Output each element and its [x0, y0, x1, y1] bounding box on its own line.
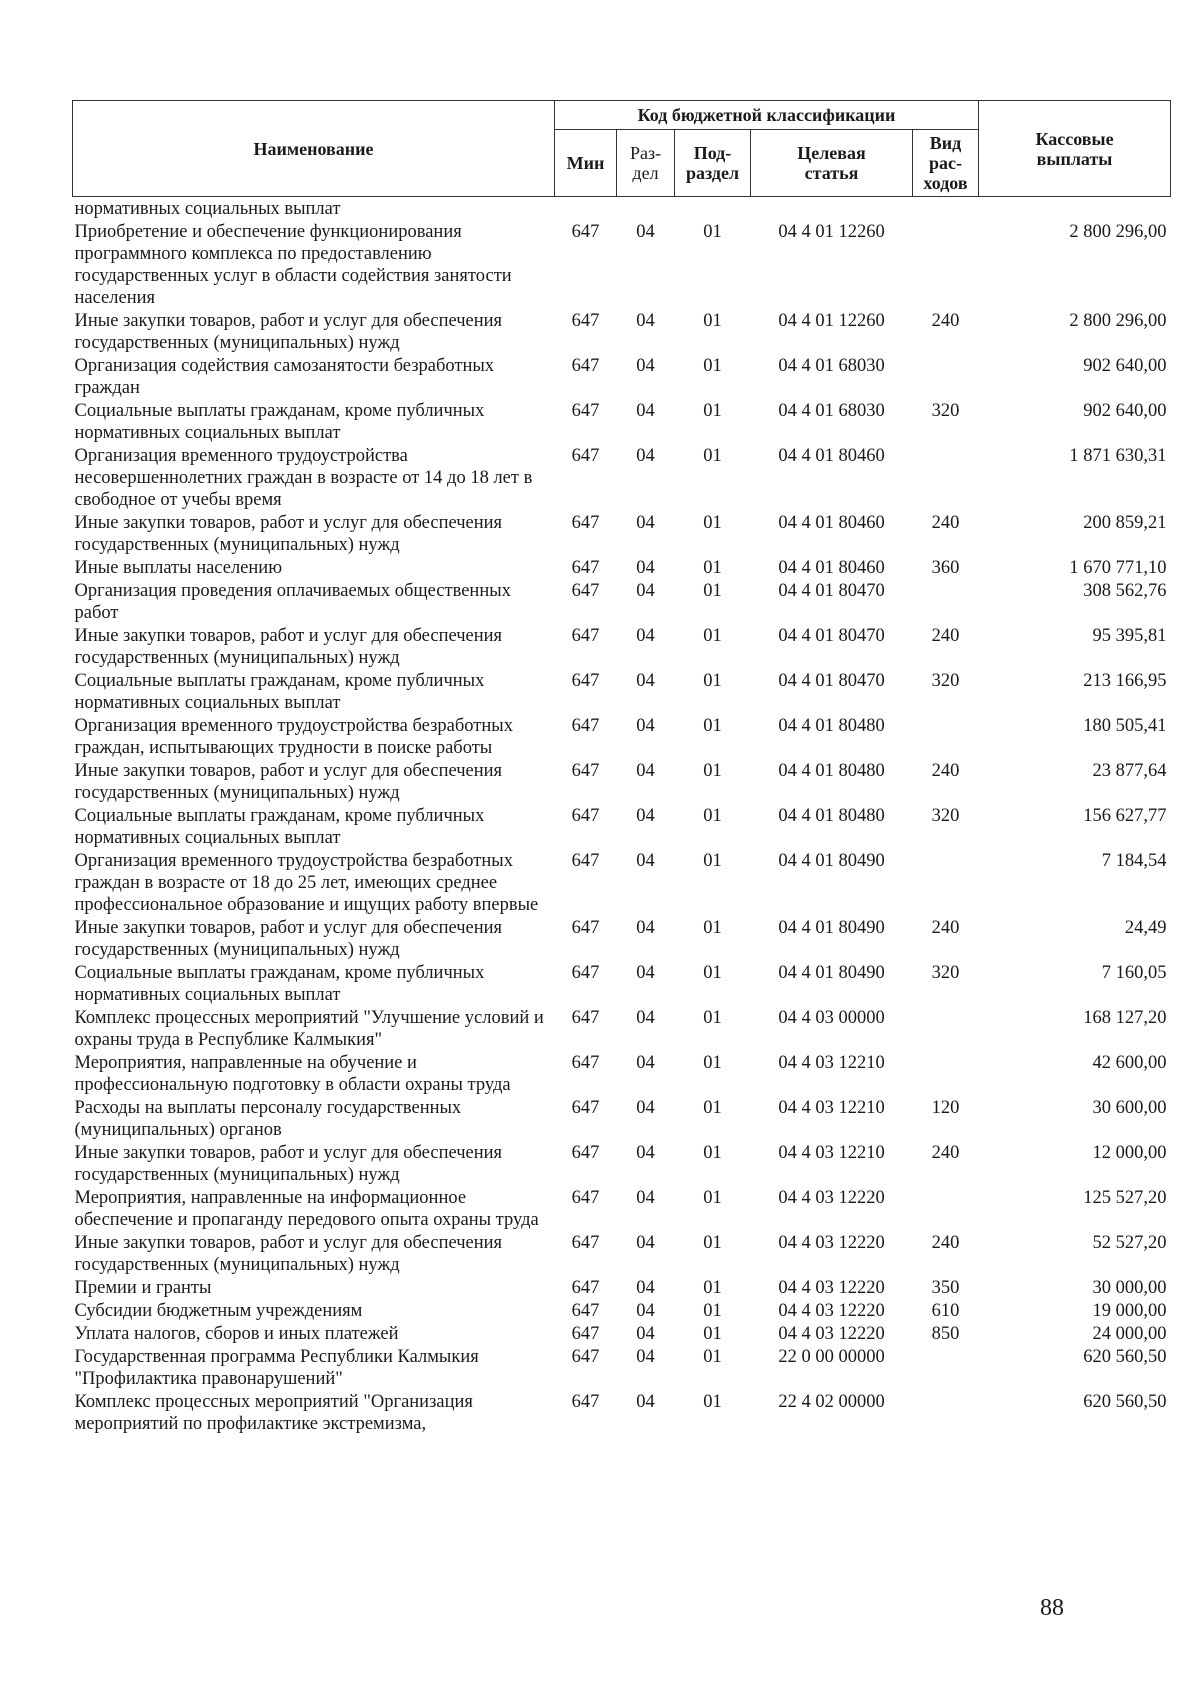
- row-amount: 620 560,50: [1083, 1392, 1167, 1412]
- table-row: [73, 197, 1171, 221]
- document-page: [72, 100, 1170, 1435]
- row-name: Организация временного трудоустройства безработных граждан, испытывающих трудности в поиске работы: [74, 716, 513, 758]
- row-amount: 1 670 771,10: [1069, 558, 1167, 578]
- table-row: [73, 1141, 1171, 1186]
- row-amount: 902 640,00: [1083, 356, 1167, 376]
- row-podrazdel: [675, 197, 751, 221]
- row-min: 647: [571, 401, 600, 421]
- row-name: Мероприятия, направленные на обучение и профессиональную подготовку в области охраны труда: [74, 1053, 511, 1095]
- row-podrazdel: 01: [703, 963, 722, 983]
- table-row: [73, 1322, 1171, 1345]
- row-min: 647: [571, 558, 600, 578]
- row-min: 647: [571, 1392, 600, 1412]
- row-expense-type: 320: [931, 671, 960, 691]
- page-number: 88: [1040, 1595, 1064, 1621]
- row-razdel: 04: [636, 558, 655, 578]
- row-expense-type: 120: [931, 1098, 960, 1118]
- row-target-code: 04 4 03 12220: [778, 1188, 885, 1208]
- row-podrazdel: 01: [703, 806, 722, 826]
- row-min: [555, 197, 617, 221]
- row-name: Организация содействия самозанятости безработных граждан: [74, 356, 495, 398]
- header-budget-code: Код бюджетной классификации: [555, 101, 979, 130]
- row-expense-type: 320: [931, 401, 960, 421]
- header-vid: Вид рас- ходов: [913, 130, 979, 197]
- row-amount: [979, 197, 1171, 221]
- row-amount: 1 871 630,31: [1069, 446, 1167, 466]
- row-min: 647: [571, 1053, 600, 1073]
- row-razdel: 04: [636, 1324, 655, 1344]
- row-razdel: 04: [636, 356, 655, 376]
- row-expense-type: [913, 714, 979, 759]
- row-expense-type: [913, 1051, 979, 1096]
- row-razdel: 04: [636, 1098, 655, 1118]
- table-row: [73, 1096, 1171, 1141]
- row-podrazdel: 01: [703, 626, 722, 646]
- header-name: Наименование: [73, 101, 555, 197]
- row-target-code: 04 4 01 80480: [778, 716, 885, 736]
- row-target-code: [751, 197, 913, 221]
- table-row: [73, 220, 1171, 309]
- table-row: [73, 849, 1171, 916]
- row-expense-type: [913, 579, 979, 624]
- row-name: Организация проведения оплачиваемых общественных работ: [74, 581, 511, 623]
- row-expense-type: 320: [931, 963, 960, 983]
- row-min: 647: [571, 446, 600, 466]
- row-name: Комплекс процессных мероприятий "Улучшение условий и охраны труда в Республике Калмыкия": [74, 1008, 544, 1050]
- row-podrazdel: 01: [703, 1233, 722, 1253]
- row-amount: 620 560,50: [1083, 1347, 1167, 1367]
- row-razdel: 04: [636, 1392, 655, 1412]
- row-target-code: 04 4 03 12220: [778, 1301, 885, 1321]
- row-amount: 902 640,00: [1083, 401, 1167, 421]
- table-row: [73, 804, 1171, 849]
- row-target-code: 04 4 03 12220: [778, 1233, 885, 1253]
- row-min: 647: [571, 1143, 600, 1163]
- row-amount: 52 527,20: [1092, 1233, 1167, 1253]
- row-razdel: 04: [636, 222, 655, 242]
- row-amount: 23 877,64: [1092, 761, 1167, 781]
- row-min: 647: [571, 918, 600, 938]
- table-row: [73, 579, 1171, 624]
- table-row: [73, 399, 1171, 444]
- row-razdel: 04: [636, 446, 655, 466]
- row-target-code: 04 4 03 12210: [778, 1143, 885, 1163]
- row-expense-type: [913, 1390, 979, 1435]
- row-min: 647: [571, 761, 600, 781]
- header-podrazdel: Под- раздел: [675, 130, 751, 197]
- row-target-code: 04 4 01 80470: [778, 671, 885, 691]
- row-razdel: [617, 197, 675, 221]
- row-amount: 30 600,00: [1092, 1098, 1167, 1118]
- table-row: [73, 556, 1171, 579]
- row-expense-type: 850: [931, 1324, 960, 1344]
- row-name: Расходы на выплаты персоналу государственных (муниципальных) органов: [74, 1098, 462, 1140]
- row-podrazdel: 01: [703, 581, 722, 601]
- row-podrazdel: 01: [703, 356, 722, 376]
- row-target-code: 04 4 03 12220: [778, 1278, 885, 1298]
- row-expense-type: 240: [931, 311, 960, 331]
- row-podrazdel: 01: [703, 851, 722, 871]
- row-target-code: 04 4 01 80460: [778, 513, 885, 533]
- row-amount: 19 000,00: [1092, 1301, 1167, 1321]
- row-podrazdel: 01: [703, 671, 722, 691]
- row-expense-type: 240: [931, 1143, 960, 1163]
- row-razdel: 04: [636, 1347, 655, 1367]
- table-row: [73, 1186, 1171, 1231]
- row-razdel: 04: [636, 716, 655, 736]
- row-name: Субсидии бюджетным учреждениям: [74, 1301, 363, 1321]
- table-body: [73, 197, 1171, 1436]
- row-expense-type: [913, 1006, 979, 1051]
- row-amount: 2 800 296,00: [1069, 311, 1167, 331]
- row-expense-type: 320: [931, 806, 960, 826]
- row-amount: 180 505,41: [1083, 716, 1167, 736]
- row-podrazdel: 01: [703, 918, 722, 938]
- row-expense-type: 240: [931, 761, 960, 781]
- row-razdel: 04: [636, 626, 655, 646]
- row-min: 647: [571, 1278, 600, 1298]
- table-row: [73, 759, 1171, 804]
- row-expense-type: 240: [931, 918, 960, 938]
- table-row: [73, 1231, 1171, 1276]
- header-razdel: Раз- дел: [617, 130, 675, 197]
- row-target-code: 04 4 03 12220: [778, 1324, 885, 1344]
- row-razdel: 04: [636, 1278, 655, 1298]
- row-name: Мероприятия, направленные на информационное обеспечение и пропаганду передового опыта охраны труда: [74, 1188, 539, 1230]
- row-min: 647: [571, 356, 600, 376]
- row-podrazdel: 01: [703, 1143, 722, 1163]
- header-payments: Кассовые выплаты: [979, 101, 1171, 197]
- row-amount: 30 000,00: [1092, 1278, 1167, 1298]
- row-target-code: 04 4 01 80490: [778, 963, 885, 983]
- row-amount: 125 527,20: [1083, 1188, 1167, 1208]
- row-podrazdel: 01: [703, 1188, 722, 1208]
- row-min: 647: [571, 1301, 600, 1321]
- row-name: Иные закупки товаров, работ и услуг для обеспечения государственных (муниципальных) нужд: [74, 513, 503, 555]
- row-name: Премии и гранты: [74, 1278, 212, 1298]
- row-podrazdel: 01: [703, 558, 722, 578]
- row-target-code: 22 4 02 00000: [778, 1392, 885, 1412]
- row-podrazdel: 01: [703, 1008, 722, 1028]
- row-min: 647: [571, 581, 600, 601]
- table-row: [73, 714, 1171, 759]
- row-name: Комплекс процессных мероприятий "Организация мероприятий по профилактике экстремизма,: [74, 1392, 473, 1434]
- row-amount: 168 127,20: [1083, 1008, 1167, 1028]
- row-expense-type: 350: [931, 1278, 960, 1298]
- row-podrazdel: 01: [703, 401, 722, 421]
- row-min: 647: [571, 1324, 600, 1344]
- row-min: 647: [571, 806, 600, 826]
- row-target-code: 04 4 01 80470: [778, 626, 885, 646]
- table-row: [73, 1006, 1171, 1051]
- row-name: Иные закупки товаров, работ и услуг для обеспечения государственных (муниципальных) нужд: [74, 761, 503, 803]
- row-podrazdel: 01: [703, 1053, 722, 1073]
- row-podrazdel: 01: [703, 446, 722, 466]
- row-razdel: 04: [636, 1143, 655, 1163]
- table-row: [73, 444, 1171, 511]
- row-expense-type: [913, 197, 979, 221]
- row-target-code: 04 4 01 80490: [778, 851, 885, 871]
- row-min: 647: [571, 716, 600, 736]
- row-min: 647: [571, 671, 600, 691]
- table-row: [73, 916, 1171, 961]
- row-razdel: 04: [636, 1233, 655, 1253]
- table-row: [73, 1051, 1171, 1096]
- row-podrazdel: 01: [703, 1278, 722, 1298]
- table-row: [73, 1390, 1171, 1435]
- row-expense-type: 240: [931, 513, 960, 533]
- row-razdel: 04: [636, 581, 655, 601]
- row-name: Иные закупки товаров, работ и услуг для обеспечения государственных (муниципальных) нужд: [74, 918, 503, 960]
- row-podrazdel: 01: [703, 513, 722, 533]
- row-podrazdel: 01: [703, 761, 722, 781]
- table-row: [73, 511, 1171, 556]
- row-expense-type: [913, 354, 979, 399]
- row-amount: 7 160,05: [1101, 963, 1167, 983]
- row-name: Организация временного трудоустройства безработных граждан в возрасте от 18 до 25 лет, имеющих среднее профессиональное образование и ищущих работу впервые: [74, 851, 539, 915]
- row-expense-type: 610: [931, 1301, 960, 1321]
- row-razdel: 04: [636, 918, 655, 938]
- row-name: Приобретение и обеспечение функционирования программного комплекса по предоставлению государственных услуг в области содействия занятости населения: [74, 222, 512, 308]
- row-name: Иные выплаты населению: [74, 558, 283, 578]
- row-name: Социальные выплаты гражданам, кроме публичных нормативных социальных выплат: [74, 401, 485, 443]
- row-min: 647: [571, 1098, 600, 1118]
- row-name: Социальные выплаты гражданам, кроме публичных нормативных социальных выплат: [74, 806, 485, 848]
- row-podrazdel: 01: [703, 1098, 722, 1118]
- row-name: нормативных социальных выплат: [74, 199, 341, 219]
- row-expense-type: 360: [931, 558, 960, 578]
- row-podrazdel: 01: [703, 1301, 722, 1321]
- row-target-code: 04 4 01 80490: [778, 918, 885, 938]
- row-podrazdel: 01: [703, 222, 722, 242]
- row-name: Государственная программа Республики Калмыкия "Профилактика правонарушений": [74, 1347, 479, 1389]
- row-expense-type: [913, 220, 979, 309]
- row-name: Социальные выплаты гражданам, кроме публичных нормативных социальных выплат: [74, 671, 485, 713]
- row-razdel: 04: [636, 963, 655, 983]
- row-razdel: 04: [636, 1008, 655, 1028]
- table-row: [73, 1345, 1171, 1390]
- row-razdel: 04: [636, 806, 655, 826]
- row-target-code: 04 4 01 80460: [778, 446, 885, 466]
- row-name: Иные закупки товаров, работ и услуг для обеспечения государственных (муниципальных) нужд: [74, 626, 503, 668]
- row-min: 647: [571, 963, 600, 983]
- row-min: 647: [571, 1188, 600, 1208]
- table-row: [73, 354, 1171, 399]
- row-min: 647: [571, 513, 600, 533]
- row-name: Социальные выплаты гражданам, кроме публичных нормативных социальных выплат: [74, 963, 485, 1005]
- row-podrazdel: 01: [703, 311, 722, 331]
- row-expense-type: [913, 1186, 979, 1231]
- row-razdel: 04: [636, 1188, 655, 1208]
- row-expense-type: 240: [931, 626, 960, 646]
- row-razdel: 04: [636, 1301, 655, 1321]
- row-min: 647: [571, 222, 600, 242]
- row-razdel: 04: [636, 761, 655, 781]
- row-min: 647: [571, 1233, 600, 1253]
- row-target-code: 04 4 01 12260: [778, 311, 885, 331]
- row-name: Организация временного трудоустройства несовершеннолетних граждан в возрасте от 14 до 18 лет в свободное от учебы время: [74, 446, 533, 510]
- row-target-code: 04 4 03 12210: [778, 1098, 885, 1118]
- table-row: [73, 961, 1171, 1006]
- row-podrazdel: 01: [703, 716, 722, 736]
- row-amount: 24 000,00: [1092, 1324, 1167, 1344]
- table-row: [73, 309, 1171, 354]
- row-target-code: 04 4 01 80470: [778, 581, 885, 601]
- row-target-code: 04 4 01 80480: [778, 806, 885, 826]
- row-podrazdel: 01: [703, 1324, 722, 1344]
- row-min: 647: [571, 1008, 600, 1028]
- row-target-code: 04 4 03 12210: [778, 1053, 885, 1073]
- header-min: Мин: [555, 130, 617, 197]
- row-target-code: 04 4 03 00000: [778, 1008, 885, 1028]
- row-podrazdel: 01: [703, 1392, 722, 1412]
- row-razdel: 04: [636, 311, 655, 331]
- row-amount: 2 800 296,00: [1069, 222, 1167, 242]
- row-expense-type: [913, 444, 979, 511]
- row-name: Иные закупки товаров, работ и услуг для обеспечения государственных (муниципальных) нужд: [74, 311, 503, 353]
- row-amount: 156 627,77: [1083, 806, 1167, 826]
- row-min: 647: [571, 1347, 600, 1367]
- row-target-code: 04 4 01 68030: [778, 401, 885, 421]
- row-name: Иные закупки товаров, работ и услуг для обеспечения государственных (муниципальных) нужд: [74, 1233, 503, 1275]
- row-target-code: 22 0 00 00000: [778, 1347, 885, 1367]
- row-amount: 95 395,81: [1092, 626, 1167, 646]
- row-amount: 24,49: [1124, 918, 1167, 938]
- table-row: [73, 624, 1171, 669]
- row-expense-type: [913, 1345, 979, 1390]
- row-amount: 308 562,76: [1083, 581, 1167, 601]
- row-razdel: 04: [636, 513, 655, 533]
- row-amount: 42 600,00: [1092, 1053, 1167, 1073]
- row-target-code: 04 4 01 80460: [778, 558, 885, 578]
- row-target-code: 04 4 01 80480: [778, 761, 885, 781]
- row-amount: 12 000,00: [1092, 1143, 1167, 1163]
- row-razdel: 04: [636, 851, 655, 871]
- table-header: [73, 101, 1171, 197]
- row-expense-type: 240: [931, 1233, 960, 1253]
- row-target-code: 04 4 01 68030: [778, 356, 885, 376]
- row-amount: 200 859,21: [1083, 513, 1167, 533]
- budget-table: [72, 100, 1171, 1435]
- table-row: [73, 1299, 1171, 1322]
- row-amount: 7 184,54: [1101, 851, 1167, 871]
- row-expense-type: [913, 849, 979, 916]
- row-target-code: 04 4 01 12260: [778, 222, 885, 242]
- row-min: 647: [571, 851, 600, 871]
- row-min: 647: [571, 311, 600, 331]
- row-min: 647: [571, 626, 600, 646]
- table-row: [73, 669, 1171, 714]
- row-amount: 213 166,95: [1083, 671, 1167, 691]
- header-target: Целевая статья: [751, 130, 913, 197]
- table-row: [73, 1276, 1171, 1299]
- row-name: Иные закупки товаров, работ и услуг для обеспечения государственных (муниципальных) нужд: [74, 1143, 503, 1185]
- row-razdel: 04: [636, 671, 655, 691]
- row-name: Уплата налогов, сборов и иных платежей: [74, 1324, 399, 1344]
- row-razdel: 04: [636, 1053, 655, 1073]
- row-razdel: 04: [636, 401, 655, 421]
- row-podrazdel: 01: [703, 1347, 722, 1367]
